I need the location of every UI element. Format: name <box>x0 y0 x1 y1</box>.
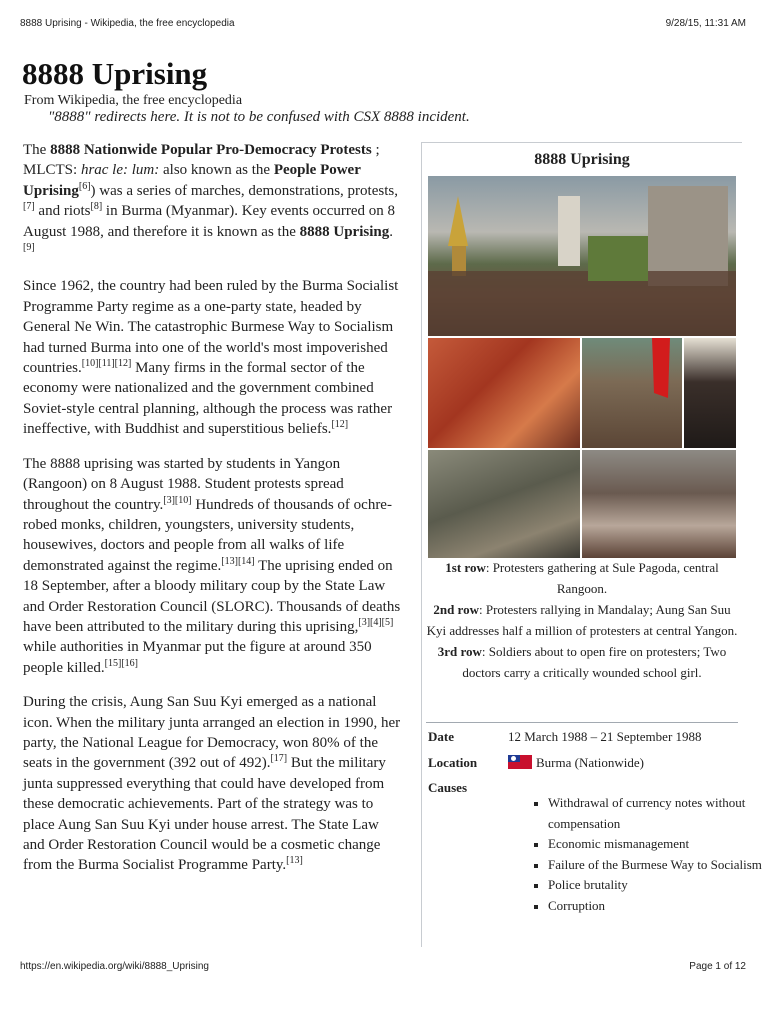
print-footer <box>20 961 746 975</box>
text: also known as the <box>159 162 274 179</box>
list-item: Failure of the Burmese Way to Socialism <box>548 855 762 876</box>
date-value: 12 March 1988 – 21 September 1988 <box>508 729 702 744</box>
caption-row3-label: 3rd row <box>437 644 482 659</box>
text: in Burma (Myanmar). Key events occurred on 8 August 1988, and therefore it is known as the <box>23 203 395 240</box>
causes-list <box>522 793 762 916</box>
article-subtitle: From Wikipedia, the free encyclopedia <box>24 93 243 108</box>
photo-doctors-carry-girl <box>582 450 736 558</box>
red-flag-graphic <box>582 338 682 448</box>
text: During the crisis, Aung San Suu Kyi emerged as a national icon. When the military junta arranged an election in 1990, her party, the National League for Democracy, won 80% of the seats in the government (392 out of 492). <box>23 694 401 772</box>
infobox <box>421 142 762 947</box>
citation-link[interactable]: [3][10] <box>163 494 192 506</box>
caption-row3-text: : Soldiers about to open fire on protesters; Two doctors carry a critically wounded school girl. <box>462 644 727 680</box>
infobox-title: 8888 Uprising <box>534 151 630 168</box>
print-header <box>20 18 746 32</box>
infobox-photo-collage[interactable] <box>428 176 736 558</box>
photo-aung-san-suu-kyi <box>684 338 736 448</box>
paragraph-3 <box>23 454 403 678</box>
hatnote-suffix: . <box>465 109 470 125</box>
hatnote <box>48 109 470 126</box>
photo-mandalay-monks <box>428 338 580 448</box>
article-body <box>23 140 403 890</box>
text: The <box>23 142 51 158</box>
citation-link[interactable]: [13][14] <box>221 555 255 567</box>
print-url: https://en.wikipedia.org/wiki/8888_Uprising <box>20 961 209 972</box>
romanization: hrac le: lum: <box>80 162 160 179</box>
paragraph-4 <box>23 692 403 876</box>
location-label: Location <box>428 755 478 770</box>
text: Hundreds of thousands of ochre-robed monks, children, youngsters, university students, housewives, doctors and people from all walks of life demonstrated against the regime. <box>23 496 392 574</box>
text: and riots <box>34 203 91 220</box>
print-page-title: 8888 Uprising - Wikipedia, the free encyclopedia <box>20 18 235 29</box>
citation-link[interactable]: [8] <box>90 201 103 213</box>
list-item: Economic mismanagement <box>548 834 762 855</box>
paragraph-2 <box>23 276 403 439</box>
citation-link[interactable]: [17] <box>270 753 288 765</box>
caption-row1-text: : Protesters gathering at Sule Pagoda, central Rangoon. <box>485 560 719 596</box>
bold-term: 8888 Nationwide Popular Pro-Democracy Protests <box>50 142 372 158</box>
caption-row2-text: : Protesters rallying in Mandalay; Aung San Suu Kyi addresses half a million of protesters at central Yangon. <box>426 602 738 638</box>
text: ) was a series of marches, demonstrations, protests, <box>90 182 398 199</box>
hatnote-link[interactable]: CSX 8888 incident <box>353 109 466 125</box>
bold-term: People Power Uprising <box>23 162 361 199</box>
infobox-caption <box>426 557 738 683</box>
photo-half-million-crowd <box>582 338 682 448</box>
photo-soldiers <box>428 450 580 558</box>
paragraph-1 <box>23 140 403 262</box>
caption-row2-label: 2nd row <box>433 602 479 617</box>
print-page-count: Page 1 of 12 <box>689 961 746 972</box>
text: But the military junta suppressed everything that could have developed from these democratic achievements. Part of the strategy was to place Aung San Suu Kyi under house arrest. The State Law and Order Restoration Council would be a cosmetic change from the Burma Socialist Programme Party. <box>23 755 386 874</box>
infobox-separator <box>426 722 738 723</box>
citation-link[interactable]: [13] <box>286 855 303 867</box>
citation-link[interactable]: [10][11][12] <box>81 358 132 370</box>
citation-link[interactable]: [15][16] <box>104 657 138 669</box>
text: The uprising ended on 18 September, after a bloody military coup by the State Law and Order Restoration Council (SLORC). Thousands of deaths have been attributed to the military during this uprising, <box>23 557 401 635</box>
causes-label: Causes <box>428 780 468 795</box>
flag-of-burma-icon <box>508 755 532 769</box>
photo-sule-pagoda-crowd <box>428 176 736 336</box>
citation-link[interactable]: [9] <box>23 242 35 254</box>
text: ; MLCTS: <box>23 142 380 179</box>
location-text[interactable]: Burma (Nationwide) <box>536 755 644 770</box>
text: . <box>389 223 393 240</box>
photo-sule-pagoda-graphic <box>428 176 736 336</box>
article-title: 8888 Uprising <box>22 56 208 91</box>
date-label: Date <box>428 729 454 744</box>
citation-link[interactable]: [12] <box>331 419 349 431</box>
list-item: Corruption <box>548 896 762 917</box>
citation-link[interactable]: [3][4][5] <box>358 616 394 628</box>
location-value <box>508 755 738 771</box>
print-timestamp: 9/28/15, 11:31 AM <box>665 18 746 29</box>
list-item: Police brutality <box>548 875 762 896</box>
caption-row1-label: 1st row <box>445 560 486 575</box>
bold-term: 8888 Uprising <box>299 223 390 240</box>
hatnote-prefix: "8888" redirects here. It is not to be confused with <box>48 109 354 125</box>
citation-link[interactable]: [6] <box>78 180 91 192</box>
text: The 8888 uprising was started by students in Yangon (Rangoon) on 8 August 1988. Student protests spread throughout the country. <box>23 455 344 513</box>
text: Since 1962, the country had been ruled by the Burma Socialist Programme Party regime as a one-party state, headed by General Ne Win. The catastrophic Burmese Way to Socialism had turned Burma into one of the world's most impoverished countries. <box>23 278 399 377</box>
citation-link[interactable]: [7] <box>23 201 35 213</box>
list-item: Withdrawal of currency notes without compensation <box>548 793 762 834</box>
text: Many firms in the formal sector of the economy were nationalized and the government combined Soviet-style central planning, although the process was rather ineffective, with Buddhist and superstitious beliefs. <box>23 360 393 438</box>
text: while authorities in Myanmar put the figure at around 350 people killed. <box>23 639 372 676</box>
